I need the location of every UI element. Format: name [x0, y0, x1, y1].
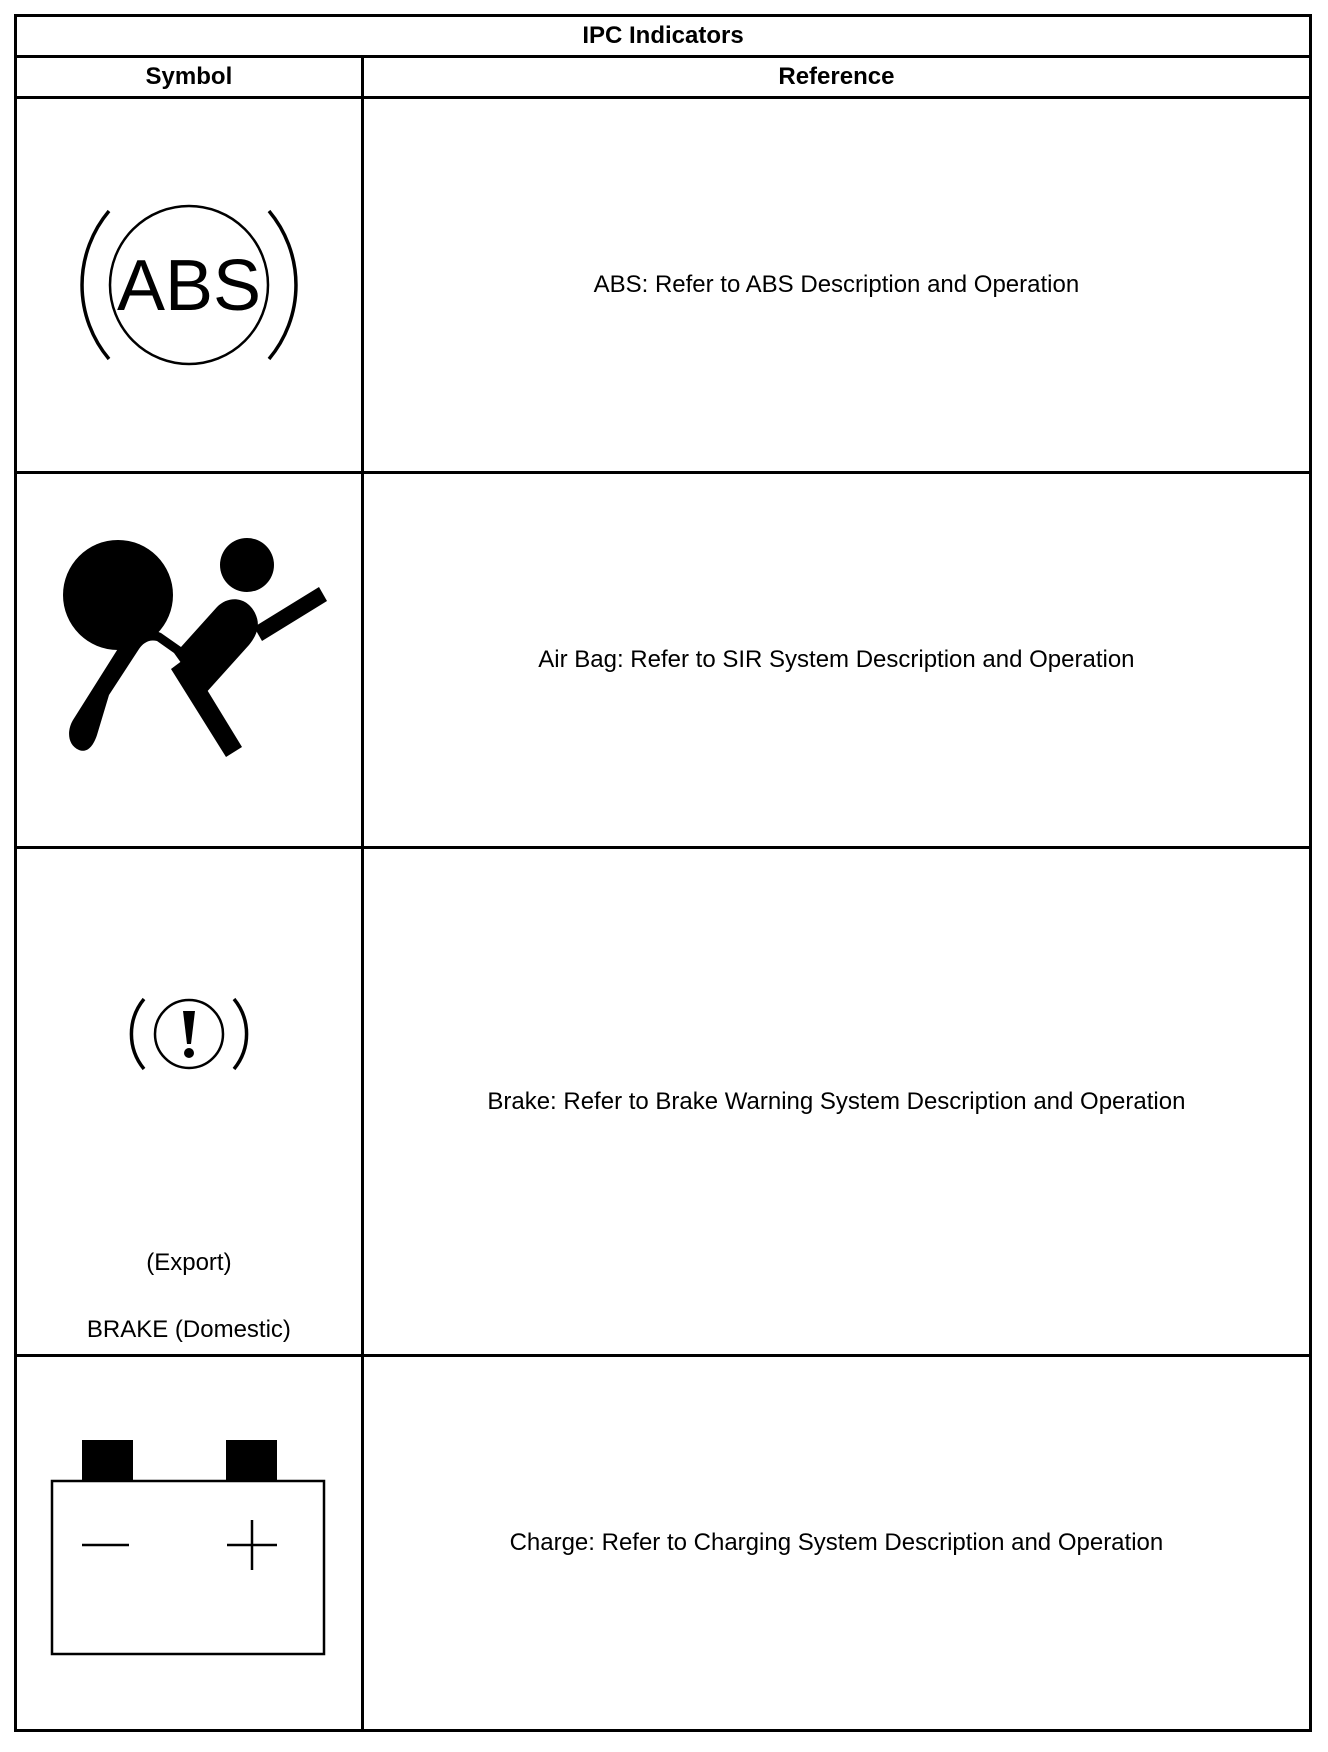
symbol-cell	[16, 98, 363, 473]
reference-cell	[362, 848, 1310, 1356]
table-row	[16, 848, 1311, 1356]
symbol-cell	[16, 1356, 363, 1731]
table-title: IPC Indicators	[16, 16, 1311, 57]
brake-caption-domestic: BRAKE (Domestic)	[86, 1316, 291, 1343]
table-row	[16, 98, 1311, 473]
airbag-icon	[49, 535, 329, 785]
reference-text: Brake: Refer to Brake Warning System Description and Operation	[487, 1087, 1186, 1115]
abs-icon	[74, 195, 304, 375]
reference-text: ABS: Refer to ABS Description and Operation	[593, 271, 1080, 298]
battery-icon	[49, 1431, 329, 1656]
brake-warning-icon	[124, 989, 254, 1079]
reference-cell	[362, 1356, 1310, 1731]
ipc-indicators-table	[14, 14, 1312, 1732]
reference-cell	[362, 98, 1310, 473]
abs-icon-text: ABS	[116, 246, 261, 326]
reference-column-header: Reference	[362, 57, 1310, 98]
table-title-row	[16, 16, 1311, 57]
table-header-row	[16, 57, 1311, 98]
reference-text: Air Bag: Refer to SIR System Description and Operation	[538, 646, 1135, 673]
symbol-cell	[16, 473, 363, 848]
brake-icon-wrap	[17, 989, 361, 1079]
reference-text: Charge: Refer to Charging System Description and Operation	[509, 1529, 1164, 1556]
symbol-column-header: Symbol	[16, 57, 363, 98]
reference-cell	[362, 473, 1310, 848]
symbol-cell	[16, 848, 363, 1356]
brake-caption-export: (Export)	[146, 1249, 232, 1276]
table-row	[16, 1356, 1311, 1731]
table-row	[16, 473, 1311, 848]
